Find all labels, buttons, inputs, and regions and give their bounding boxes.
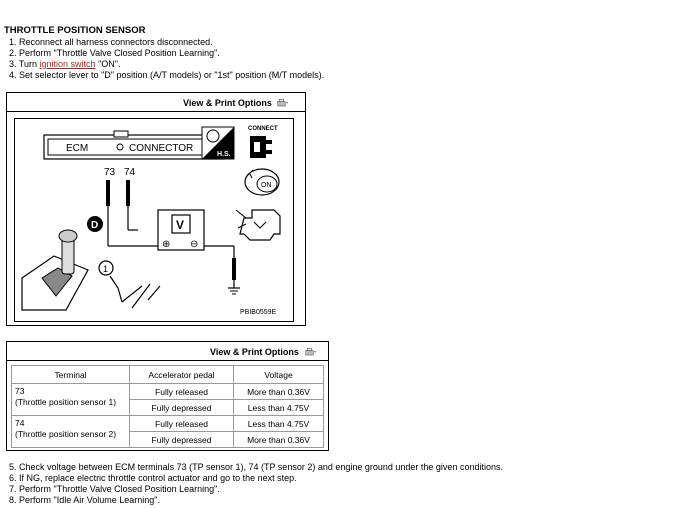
step-4: 4. Set selector lever to "D" position (A/T models) or "1st" position (M/T models). (9, 70, 325, 80)
header-terminal: Terminal (12, 366, 130, 384)
pin-74-label: 74 (124, 167, 136, 178)
ignition-key-icon (245, 169, 279, 195)
svg-text:ON: ON (261, 182, 272, 189)
header-pedal: Accelerator pedal (130, 366, 234, 384)
step-5: 5. Check voltage between ECM terminals 73 (TP sensor 1), 74 (TP sensor 2) and engine ground under the given conditions. (9, 462, 503, 472)
header-voltage: Voltage (234, 366, 324, 384)
gear-d-marker: D (91, 220, 99, 231)
step-6: 6. If NG, replace electric throttle control actuator and go to the next step. (9, 473, 297, 483)
table-panel (6, 341, 329, 451)
harness-side-icon (202, 127, 234, 159)
terminal-74-cell: 74 (Throttle position sensor 2) (12, 416, 130, 448)
svg-text:⊖: ⊖ (190, 239, 199, 250)
view-print-options-link-1[interactable]: View & Print Options (183, 98, 272, 108)
table-row: Fully depressed More than 0.36V (12, 432, 324, 448)
figure-code: PBIB0559E (240, 309, 277, 316)
step-8: 8. Perform "Idle Air Volume Learning". (9, 495, 160, 505)
callout-1: 1 (103, 264, 109, 274)
table-panel-header (7, 342, 328, 361)
section-heading: THROTTLE POSITION SENSOR (4, 25, 146, 36)
svg-text:CONNECT: CONNECT (248, 126, 278, 132)
step-7: 7. Perform "Throttle Valve Closed Position Learning". (9, 484, 220, 494)
table-row: 74 (Throttle position sensor 2) Fully released Less than 4.75V (12, 416, 324, 432)
table-row: 73 (Throttle position sensor 1) Fully released More than 0.36V (12, 384, 324, 400)
svg-text:⊕: ⊕ (162, 239, 171, 250)
terminal-73-cell: 73 (Throttle position sensor 1) (12, 384, 130, 416)
pin-73-label: 73 (104, 167, 116, 178)
voltage-table (11, 365, 324, 448)
view-print-options-link-2[interactable]: View & Print Options (210, 347, 299, 357)
table-header-row (12, 366, 324, 384)
voltmeter-label: V (176, 218, 185, 232)
printer-icon[interactable] (277, 98, 289, 108)
step-1: 1. Reconnect all harness connectors disconnected. (9, 37, 213, 47)
diagram-panel-header (7, 93, 305, 112)
printer-icon[interactable] (305, 347, 317, 357)
ignition-switch-link[interactable]: ignition switch (39, 59, 96, 69)
circuit-diagram (14, 118, 294, 322)
table-row: Fully depressed Less than 4.75V (12, 400, 324, 416)
svg-text:H.S.: H.S. (217, 151, 231, 158)
step-2: 2. Perform "Throttle Valve Closed Position Learning". (9, 48, 220, 58)
connector-label: CONNECTOR (129, 143, 194, 154)
connector-ecm-label: ECM (66, 143, 89, 154)
step-3: 3. Turn ignition switch "ON". (9, 59, 121, 69)
